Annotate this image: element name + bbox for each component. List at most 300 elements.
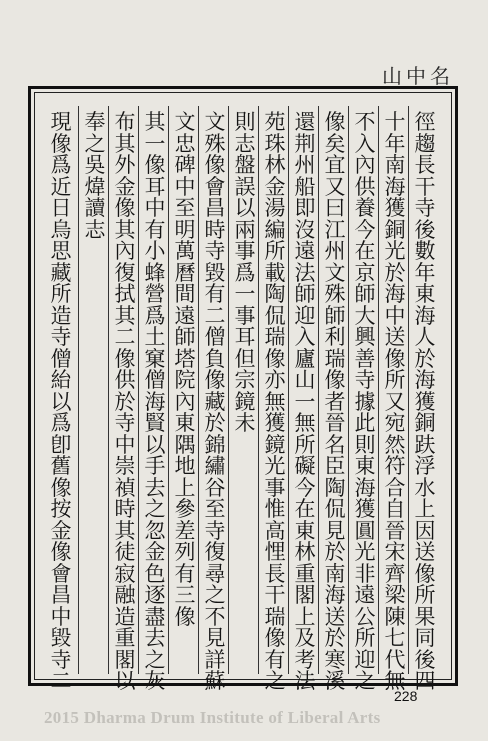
glyph: 耳 [144,174,166,199]
glyph: 上 [174,475,196,500]
glyph: 金 [264,174,286,199]
glyph: 代 [384,647,406,672]
glyph: 一 [294,389,316,414]
glyph: 讀 [84,196,106,220]
glyph: 小 [144,239,166,263]
glyph: 徒 [114,540,136,564]
glyph: 像 [114,196,136,220]
glyph: 林 [264,153,286,177]
glyph: 志 [84,217,106,242]
glyph: 中 [114,432,136,457]
glyph: 以 [50,389,72,414]
glyph: 紿 [50,368,72,392]
glyph: 像 [324,368,346,392]
glyph: 東 [354,454,376,478]
glyph: 舊 [50,454,72,478]
column-rule [168,106,169,674]
glyph: 僧 [144,368,166,392]
glyph: 興 [354,325,376,349]
glyph: 文 [174,110,196,134]
glyph: 所 [354,626,376,650]
glyph: 事 [234,239,256,263]
glyph: 之 [144,647,166,672]
glyph: 誤 [234,174,256,199]
glyph: 有 [204,282,226,306]
glyph: 東 [294,518,316,543]
glyph: 吳 [84,153,106,177]
glyph: 思 [50,239,72,263]
glyph: 海 [144,389,166,414]
glyph: 文 [204,110,226,134]
glyph: 入 [294,325,316,349]
glyph: 陶 [264,282,286,306]
glyph: 有 [264,647,286,672]
glyph: 林 [294,540,316,564]
glyph: 之 [144,497,166,521]
glyph: 曆 [174,260,196,285]
glyph: 晉 [384,518,406,543]
glyph: 至 [204,497,226,521]
glyph: 藏 [50,260,72,285]
column-rule [408,106,409,674]
glyph: 像 [50,131,72,156]
glyph: 灰 [144,669,166,693]
glyph: 侃 [324,497,346,521]
glyph: 於 [384,260,406,285]
column-rule [138,106,139,674]
glyph: 於 [414,346,436,371]
glyph: 名 [324,432,346,457]
text-column-2 [382,110,408,693]
glyph: 僧 [204,325,226,349]
glyph: 卽 [50,432,72,457]
glyph: 荆 [294,131,316,156]
glyph: 參 [174,497,196,521]
glyph: 於 [204,411,226,435]
glyph: 僧 [50,346,72,371]
glyph: 所 [414,583,436,607]
glyph: 即 [294,196,316,220]
glyph: 盤 [234,153,256,177]
glyph: 手 [144,454,166,478]
glyph: 人 [414,325,436,349]
glyph: 之 [354,669,376,693]
glyph: 趨 [414,131,436,156]
glyph: 遠 [174,303,196,328]
glyph: 重 [114,626,136,650]
glyph: 兩 [234,217,256,242]
glyph: 無 [264,389,286,414]
glyph: 光 [264,454,286,478]
glyph: 溪 [324,669,346,693]
text-column-11 [112,110,138,693]
glyph: 列 [174,540,196,564]
glyph: 獲 [354,497,376,521]
glyph: 今 [354,217,376,242]
glyph: 像 [144,153,166,177]
glyph: 中 [174,174,196,199]
glyph: 沒 [294,217,316,242]
glyph: 考 [294,647,316,672]
glyph: 事 [234,303,256,328]
glyph: 又 [324,174,346,199]
column-rule [348,106,349,674]
text-column-6 [262,110,288,693]
glyph: 趺 [414,432,436,457]
glyph: 於 [114,389,136,414]
glyph: 曰 [324,196,346,220]
glyph: 文 [324,260,346,285]
glyph: 梁 [384,583,406,607]
glyph: 州 [294,153,316,177]
glyph: 陶 [324,475,346,500]
glyph: 內 [114,239,136,263]
glyph: 養 [354,196,376,220]
glyph: 同 [414,626,436,650]
glyph: 忠 [174,131,196,156]
glyph: 賢 [144,411,166,435]
glyph: 像 [264,346,286,371]
glyph: 海 [354,475,376,500]
glyph: 銅 [384,217,406,242]
glyph: 寒 [324,647,346,672]
glyph: 寺 [50,325,72,349]
glyph: 院 [174,368,196,392]
glyph: 京 [354,260,376,285]
glyph: 二 [204,303,226,328]
glyph: 廬 [294,346,316,371]
glyph: 者 [324,389,346,414]
glyph: 復 [204,540,226,564]
glyph: 海 [384,174,406,199]
glyph: 上 [414,497,436,521]
glyph: 所 [384,368,406,392]
glyph: 徑 [414,110,436,134]
glyph: 外 [114,153,136,177]
glyph: 迎 [294,303,316,328]
glyph: 陳 [384,604,406,629]
glyph: 惟 [264,497,286,521]
glyph: 谷 [204,475,226,500]
glyph: 閣 [114,647,136,672]
glyph: 符 [384,454,406,478]
glyph: 差 [174,518,196,543]
glyph: 今 [294,475,316,500]
glyph: 禎 [114,475,136,500]
text-column-8 [202,110,228,693]
glyph: 不 [204,604,226,629]
glyph: 融 [114,583,136,607]
glyph: 時 [114,497,136,521]
glyph: 日 [50,196,72,220]
glyph: 獲 [384,196,406,220]
glyph: 近 [50,174,72,199]
text-column-7 [232,112,258,672]
text-column-13 [48,110,74,693]
glyph: 師 [324,303,346,328]
glyph: 去 [144,626,166,650]
glyph: 毀 [204,260,226,285]
watermark: 2015 Dharma Drum Institute of Liberal Arts [44,708,381,727]
glyph: 昌 [50,583,72,607]
glyph: 迎 [354,647,376,672]
column-rule [288,106,289,674]
glyph: 爲 [144,303,166,328]
glyph: 耳 [234,325,256,349]
glyph: 遠 [354,583,376,607]
glyph: 據 [354,389,376,414]
glyph: 四 [414,669,436,693]
glyph: 東 [414,282,436,306]
glyph: 年 [384,131,406,156]
glyph: 宛 [384,411,406,435]
glyph: 以 [144,432,166,457]
glyph: 湯 [264,196,286,220]
glyph: 合 [384,475,406,500]
glyph: 又 [384,389,406,414]
text-column-5 [292,110,318,693]
glyph: 二 [50,669,72,693]
glyph: 瑞 [264,604,286,629]
glyph: 鏡 [264,432,286,457]
glyph: 山 [294,368,316,392]
glyph: 寺 [204,239,226,263]
glyph: 珠 [264,131,286,156]
glyph: 干 [264,583,286,607]
column-rule [258,106,259,674]
text-column-1 [412,110,438,693]
glyph: 所 [264,239,286,263]
glyph: 現 [50,110,72,134]
glyph: 及 [294,626,316,650]
glyph: 殊 [204,131,226,156]
glyph: 二 [114,325,136,349]
glyph: 以 [234,196,256,220]
glyph: 獲 [264,411,286,435]
text-column-4 [322,110,348,693]
glyph: 至 [174,196,196,220]
glyph: 錦 [204,432,226,457]
glyph: 因 [414,518,436,543]
glyph: 會 [50,561,72,586]
glyph: 閣 [294,583,316,607]
glyph: 編 [264,217,286,242]
fragment-char: 中 [406,64,426,86]
glyph: 負 [204,346,226,371]
glyph: 自 [384,497,406,521]
glyph: 矣 [324,131,346,156]
glyph: 中 [384,303,406,328]
column-rule [108,106,109,674]
glyph: 奉 [84,110,106,134]
glyph: 藏 [204,389,226,414]
glyph: 三 [174,583,196,607]
glyph: 後 [414,217,436,242]
glyph: 去 [144,475,166,500]
glyph: 州 [324,239,346,263]
column-rule [198,106,199,674]
glyph: 遠 [294,239,316,263]
glyph: 宜 [324,153,346,177]
glyph: 師 [174,325,196,349]
column-rule [378,106,379,674]
glyph: 金 [114,174,136,199]
glyph: 江 [324,217,346,242]
glyph: 年 [414,260,436,285]
glyph: 寺 [204,518,226,543]
glyph: 未 [234,411,256,435]
glyph: 烏 [50,217,72,242]
column-rule [228,106,229,674]
glyph: 所 [50,282,72,306]
glyph: 此 [354,411,376,435]
glyph: 則 [234,110,256,134]
glyph: 蜂 [144,260,166,285]
glyph: 海 [384,282,406,306]
glyph: 但 [234,346,256,371]
glyph: 送 [414,540,436,564]
glyph: 中 [144,196,166,220]
glyph: 光 [354,540,376,564]
glyph: 見 [324,518,346,543]
glyph: 南 [324,561,346,586]
glyph: 高 [264,518,286,543]
glyph: 果 [414,604,436,629]
glyph: 海 [324,583,346,607]
glyph: 送 [384,325,406,349]
glyph: 其 [114,518,136,543]
glyph: 詳 [204,647,226,672]
glyph: 上 [294,604,316,629]
glyph: 師 [294,282,316,306]
glyph: 寺 [114,411,136,435]
glyph: 大 [354,303,376,328]
page-number: 228 [394,688,418,704]
glyph: 金 [50,518,72,543]
glyph: 像 [264,626,286,650]
glyph: 忽 [144,518,166,543]
glyph: 寺 [50,647,72,672]
glyph: 萬 [174,239,196,263]
glyph: 齊 [384,561,406,586]
glyph: 浮 [414,454,436,478]
glyph: 十 [384,110,406,134]
glyph: 公 [354,604,376,629]
text-column-9 [172,112,198,672]
glyph: 按 [50,497,72,521]
glyph: 苑 [264,110,286,134]
glyph: 供 [354,174,376,199]
glyph: 會 [204,174,226,199]
glyph: 在 [354,239,376,263]
glyph: 內 [354,153,376,177]
glyph: 一 [144,131,166,156]
fragment-char: 名 [430,64,450,86]
glyph: 晉 [324,411,346,435]
glyph: 之 [264,669,286,693]
glyph: 隅 [174,432,196,457]
glyph: 布 [114,110,136,134]
fragment-char: 山 [382,64,402,86]
glyph: 無 [294,411,316,435]
glyph: 以 [114,669,136,693]
glyph: 海 [414,303,436,328]
glyph: 水 [414,475,436,500]
glyph: 東 [174,411,196,435]
glyph: 土 [144,325,166,349]
glyph: 載 [264,260,286,285]
glyph: 送 [324,604,346,629]
glyph: 銅 [414,411,436,435]
glyph: 內 [174,389,196,414]
previous-page-fragment [380,6,460,86]
glyph: 像 [324,110,346,134]
glyph: 宗 [234,368,256,392]
glyph: 其 [114,303,136,328]
glyph: 毀 [50,626,72,650]
glyph: 數 [414,239,436,263]
glyph: 於 [324,626,346,650]
glyph: 然 [384,432,406,457]
glyph: 所 [294,432,316,457]
glyph: 則 [354,432,376,457]
glyph: 光 [384,239,406,263]
glyph: 師 [354,282,376,306]
glyph: 像 [414,561,436,586]
glyph: 海 [414,368,436,392]
glyph: 法 [294,669,316,693]
glyph: 宋 [384,540,406,564]
glyph: 尋 [204,561,226,586]
glyph: 其 [114,217,136,242]
glyph: 無 [384,669,406,693]
glyph: 利 [324,325,346,349]
glyph: 碑 [174,153,196,177]
glyph: 復 [114,260,136,285]
glyph: 營 [144,282,166,306]
glyph: 之 [204,583,226,607]
glyph: 於 [324,540,346,564]
glyph: 南 [384,153,406,177]
glyph: 還 [294,110,316,134]
glyph: 其 [144,110,166,134]
glyph: 亦 [264,368,286,392]
glyph: 地 [174,454,196,478]
glyph: 事 [264,475,286,500]
glyph: 在 [294,497,316,521]
glyph: 長 [264,561,286,586]
glyph: 之 [84,131,106,156]
glyph: 善 [354,346,376,371]
text-column-12 [82,112,108,672]
glyph: 爲 [50,153,72,177]
glyph: 像 [204,153,226,177]
glyph: 非 [354,561,376,586]
glyph: 逐 [144,583,166,607]
glyph: 造 [114,604,136,629]
glyph: 瑞 [324,346,346,371]
glyph: 拭 [114,282,136,306]
glyph: 入 [354,131,376,156]
glyph: 寂 [114,561,136,586]
glyph: 寺 [354,368,376,392]
glyph: 船 [294,174,316,199]
glyph: 有 [144,217,166,242]
glyph: 時 [204,217,226,242]
glyph: 圓 [354,518,376,543]
glyph: 像 [50,540,72,564]
glyph: 塔 [174,346,196,371]
